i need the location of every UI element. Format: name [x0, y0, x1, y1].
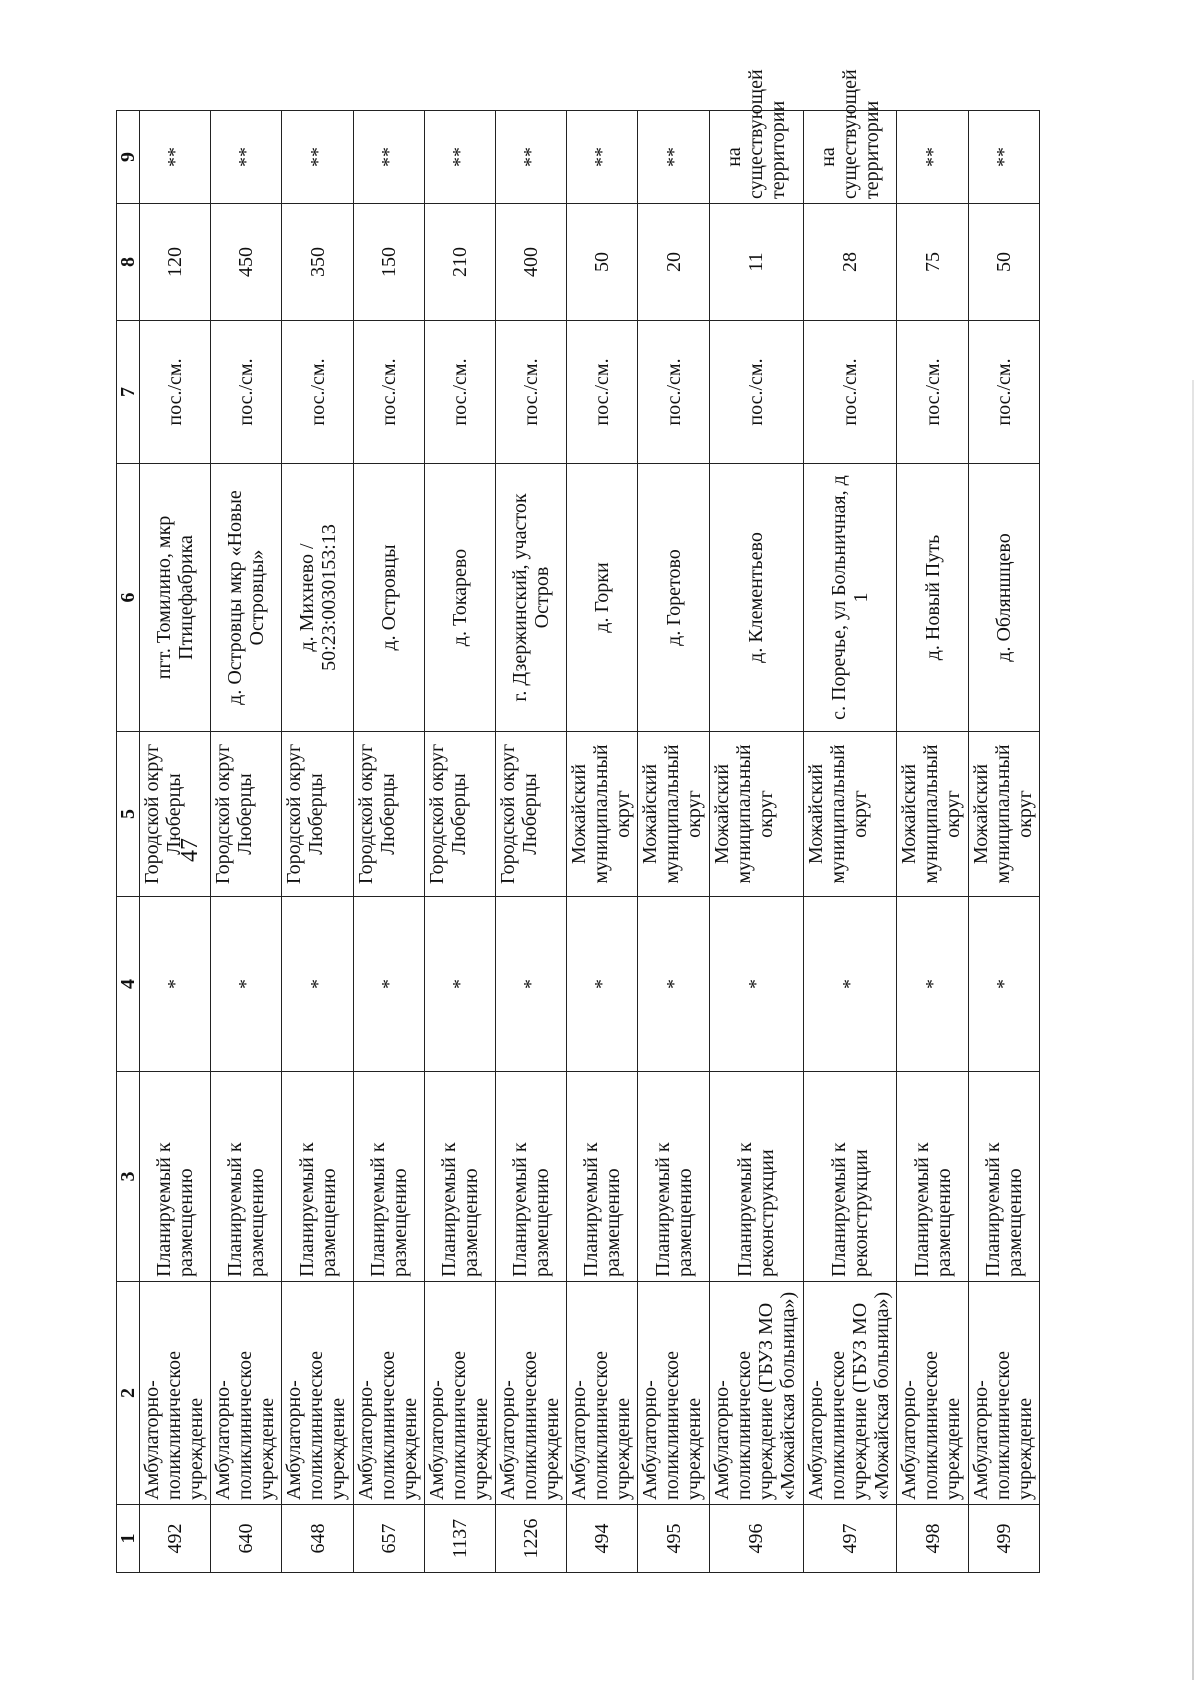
cell-status: Планируемый к размещению — [897, 1072, 968, 1282]
column-header-3: 3 — [117, 1072, 140, 1282]
cell-marker: * — [353, 897, 424, 1072]
table-row — [353, 111, 424, 1573]
page-number: 47 — [177, 838, 203, 862]
cell-facility-name: Амбулаторно-поликлиническое учреждение — [282, 1282, 353, 1505]
cell-unit: пос./см. — [424, 321, 495, 464]
cell-marker: * — [897, 897, 968, 1072]
cell-location: с. Поречье, ул Больничная, д 1 — [803, 464, 897, 732]
cell-status: Планируемый к размещению — [968, 1072, 1039, 1282]
cell-status: Планируемый к размещению — [567, 1072, 638, 1282]
cell-unit: пос./см. — [803, 321, 897, 464]
cell-note: ** — [496, 111, 567, 204]
cell-status: Планируемый к реконструкции — [709, 1072, 803, 1282]
cell-number: 1226 — [496, 1505, 567, 1573]
column-header-1: 1 — [117, 1505, 140, 1573]
cell-district: Можайский муниципальный округ — [803, 732, 897, 897]
cell-note: ** — [638, 111, 709, 204]
cell-facility-name: Амбулаторно-поликлиническое учреждение (ГБУЗ МО «Можайская больница») — [709, 1282, 803, 1505]
cell-number: 498 — [897, 1505, 968, 1573]
cell-facility-name: Амбулаторно-поликлиническое учреждение — [353, 1282, 424, 1505]
cell-unit: пос./см. — [567, 321, 638, 464]
cell-number: 492 — [140, 1505, 211, 1573]
cell-marker: * — [968, 897, 1039, 1072]
table-row — [496, 111, 567, 1573]
column-header-4: 4 — [117, 897, 140, 1072]
cell-note: ** — [897, 111, 968, 204]
cell-number: 496 — [709, 1505, 803, 1573]
cell-facility-name: Амбулаторно-поликлиническое учреждение — [496, 1282, 567, 1505]
cell-number: 648 — [282, 1505, 353, 1573]
cell-unit: пос./см. — [282, 321, 353, 464]
cell-district: Можайский муниципальный округ — [709, 732, 803, 897]
cell-district: Городской округ Люберцы — [424, 732, 495, 897]
table-row — [567, 111, 638, 1573]
cell-capacity: 50 — [567, 204, 638, 321]
cell-capacity: 20 — [638, 204, 709, 321]
column-header-2: 2 — [117, 1282, 140, 1505]
cell-district: Можайский муниципальный округ — [567, 732, 638, 897]
cell-status: Планируемый к размещению — [424, 1072, 495, 1282]
cell-district: Можайский муниципальный округ — [897, 732, 968, 897]
cell-unit: пос./см. — [140, 321, 211, 464]
cell-capacity: 150 — [353, 204, 424, 321]
cell-capacity: 50 — [968, 204, 1039, 321]
cell-marker: * — [496, 897, 567, 1072]
cell-capacity: 450 — [211, 204, 282, 321]
cell-capacity: 75 — [897, 204, 968, 321]
table-row — [638, 111, 709, 1573]
cell-marker: * — [282, 897, 353, 1072]
cell-unit: пос./см. — [709, 321, 803, 464]
cell-number: 495 — [638, 1505, 709, 1573]
table-row — [140, 111, 211, 1573]
cell-district: Можайский муниципальный округ — [638, 732, 709, 897]
cell-location: пгт. Томилино, мкр Птицефабрика — [140, 464, 211, 732]
table-row — [803, 111, 897, 1573]
cell-marker: * — [567, 897, 638, 1072]
cell-number: 497 — [803, 1505, 897, 1573]
cell-facility-name: Амбулаторно-поликлиническое учреждение — [897, 1282, 968, 1505]
cell-marker: * — [709, 897, 803, 1072]
cell-note: ** — [211, 111, 282, 204]
cell-location: д. Островцы — [353, 464, 424, 732]
cell-district: Городской округ Люберцы — [282, 732, 353, 897]
header-row — [117, 111, 140, 1573]
column-header-9: 9 — [117, 111, 140, 204]
cell-capacity: 350 — [282, 204, 353, 321]
cell-capacity: 120 — [140, 204, 211, 321]
cell-facility-name: Амбулаторно-поликлиническое учреждение — [140, 1282, 211, 1505]
cell-note: на существующей территории — [709, 111, 803, 204]
cell-district: Можайский муниципальный округ — [968, 732, 1039, 897]
cell-marker: * — [424, 897, 495, 1072]
cell-facility-name: Амбулаторно-поликлиническое учреждение (ГБУЗ МО «Можайская больница») — [803, 1282, 897, 1505]
cell-district: Городской округ Люберцы — [496, 732, 567, 897]
cell-marker: * — [140, 897, 211, 1072]
table-row — [897, 111, 968, 1573]
cell-unit: пос./см. — [211, 321, 282, 464]
cell-note: ** — [353, 111, 424, 204]
cell-location: д. Горки — [567, 464, 638, 732]
cell-number: 640 — [211, 1505, 282, 1573]
table-row — [282, 111, 353, 1573]
cell-note: ** — [968, 111, 1039, 204]
cell-capacity: 400 — [496, 204, 567, 321]
cell-status: Планируемый к реконструкции — [803, 1072, 897, 1282]
column-header-8: 8 — [117, 204, 140, 321]
cell-location: д. Клементьево — [709, 464, 803, 732]
column-header-6: 6 — [117, 464, 140, 732]
cell-status: Планируемый к размещению — [638, 1072, 709, 1282]
cell-capacity: 11 — [709, 204, 803, 321]
cell-facility-name: Амбулаторно-поликлиническое учреждение — [638, 1282, 709, 1505]
cell-location: г. Дзержинский, участок Остров — [496, 464, 567, 732]
cell-location: д. Михнево / 50:23:0030153:13 — [282, 464, 353, 732]
cell-district: Городской округ Люберцы — [211, 732, 282, 897]
cell-marker: * — [211, 897, 282, 1072]
cell-location: д. Обляншцево — [968, 464, 1039, 732]
cell-unit: пос./см. — [968, 321, 1039, 464]
facilities-table — [116, 69, 1040, 1573]
cell-number: 499 — [968, 1505, 1039, 1573]
cell-facility-name: Амбулаторно-поликлиническое учреждение — [211, 1282, 282, 1505]
table-row — [424, 111, 495, 1573]
cell-location: д. Горетово — [638, 464, 709, 732]
column-header-5: 5 — [117, 732, 140, 897]
cell-note: ** — [282, 111, 353, 204]
column-header-7: 7 — [117, 321, 140, 464]
cell-facility-name: Амбулаторно-поликлиническое учреждение — [968, 1282, 1039, 1505]
cell-status: Планируемый к размещению — [353, 1072, 424, 1282]
cell-note: на существующей территории — [803, 111, 897, 204]
cell-note: ** — [140, 111, 211, 204]
cell-marker: * — [803, 897, 897, 1072]
table-row — [968, 111, 1039, 1573]
cell-status: Планируемый к размещению — [282, 1072, 353, 1282]
cell-unit: пос./см. — [897, 321, 968, 464]
cell-number: 494 — [567, 1505, 638, 1573]
cell-location: д. Токарево — [424, 464, 495, 732]
cell-status: Планируемый к размещению — [140, 1072, 211, 1282]
cell-unit: пос./см. — [353, 321, 424, 464]
table-row — [211, 111, 282, 1573]
cell-status: Планируемый к размещению — [211, 1072, 282, 1282]
cell-facility-name: Амбулаторно-поликлиническое учреждение — [567, 1282, 638, 1505]
cell-district: Городской округ Люберцы — [140, 732, 211, 897]
cell-district: Городской округ Люберцы — [353, 732, 424, 897]
cell-unit: пос./см. — [496, 321, 567, 464]
cell-note: ** — [567, 111, 638, 204]
table-row — [709, 111, 803, 1573]
cell-note: ** — [424, 111, 495, 204]
cell-facility-name: Амбулаторно-поликлиническое учреждение — [424, 1282, 495, 1505]
cell-status: Планируемый к размещению — [496, 1072, 567, 1282]
cell-number: 657 — [353, 1505, 424, 1573]
rotated-table-container — [116, 69, 1040, 1573]
scan-edge-line — [1192, 380, 1194, 1680]
cell-marker: * — [638, 897, 709, 1072]
cell-number: 1137 — [424, 1505, 495, 1573]
cell-unit: пос./см. — [638, 321, 709, 464]
cell-capacity: 210 — [424, 204, 495, 321]
cell-location: д. Островцы мкр «Новые Островцы» — [211, 464, 282, 732]
cell-location: д. Новый Путь — [897, 464, 968, 732]
cell-capacity: 28 — [803, 204, 897, 321]
